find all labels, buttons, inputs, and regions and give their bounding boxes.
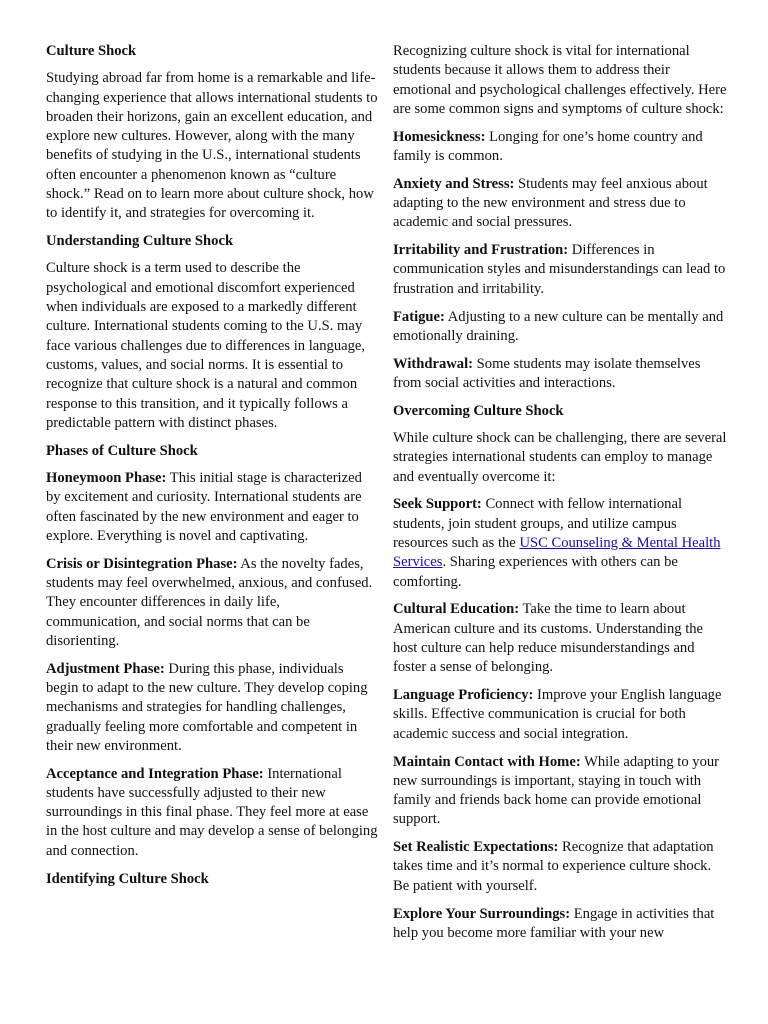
- strategy-language-proficiency: [393, 686, 729, 744]
- symptom-anxiety: [393, 175, 729, 233]
- phase-adjustment: [46, 660, 378, 756]
- phase-term: Honeymoon Phase:: [46, 469, 167, 486]
- strategy-text: While adapting to your new surroundings is important, staying in touch with family and friends back home can provide emotional support.: [393, 753, 720, 828]
- heading-culture-shock: Culture Shock: [46, 43, 137, 59]
- symptom-text: Differences in communication styles and misunderstandings can lead to frustration and irritability.: [393, 242, 726, 297]
- heading-phases: Phases of Culture Shock: [46, 442, 198, 459]
- intro-paragraph: Studying abroad far from home is a remarkable and life-changing experience that allows international students to broaden their horizons, gain an excellent education, and explore new cultures. However, along with the many benefits of studying in the U.S., international students often encounter a phenomenon known as “culture shock.” Read on to learn more about culture shock, how to identify it, and strategies for overcoming it.: [46, 70, 378, 222]
- phase-acceptance: [46, 765, 378, 861]
- symptom-term: Fatigue:: [393, 308, 445, 325]
- symptom-withdrawal: [393, 355, 729, 394]
- symptom-text: Longing for one’s home country and family is common.: [393, 128, 703, 164]
- strategy-text: Take the time to learn about American culture and its customs. Understanding the host culture can help reduce misunderstandings and foster a sense of belonging.: [393, 601, 704, 676]
- strategy-text: . Sharing experiences with others can be comforting.: [393, 554, 678, 590]
- phase-term: Crisis or Disintegration Phase:: [46, 555, 238, 572]
- strategy-term: Cultural Education:: [393, 601, 520, 618]
- strategy-term: Seek Support:: [393, 496, 482, 513]
- strategy-explore-surroundings: [393, 905, 729, 944]
- symptom-text: Some students may isolate themselves from social activities and interactions.: [393, 355, 701, 391]
- symptom-fatigue: [393, 308, 729, 347]
- symptom-term: Homesickness:: [393, 128, 486, 145]
- symptom-text: Adjusting to a new culture can be mentally and emotionally draining.: [393, 308, 724, 344]
- symptom-term: Anxiety and Stress:: [393, 175, 515, 192]
- strategy-text: Improve your English language skills. Effective communication is crucial for both academic success and social integration.: [393, 687, 722, 742]
- symptom-term: Irritability and Frustration:: [393, 242, 569, 259]
- phase-term: Adjustment Phase:: [46, 660, 165, 677]
- symptom-text: Students may feel anxious about adapting to the new environment and stress due to academic and social pressures.: [393, 175, 708, 231]
- strategy-term: Set Realistic Expectations:: [393, 839, 559, 856]
- symptom-term: Withdrawal:: [393, 355, 474, 372]
- symptom-homesickness: [393, 128, 729, 167]
- phase-text: International students have successfully adjusted to their new surroundings in this final phase. They feel more at ease in the host culture and may develop a sense of belonging and connection.: [46, 765, 378, 859]
- right-column: [393, 42, 729, 952]
- heading-identifying: Identifying Culture Shock: [46, 870, 209, 887]
- phase-term: Acceptance and Integration Phase:: [46, 765, 264, 782]
- phase-text: During this phase, individuals begin to adapt to the new culture. They develop coping mechanisms and strategies for handling challenges, gradually feeling more comfortable and competent in their new environment.: [46, 660, 368, 754]
- strategy-realistic-expectations: [393, 838, 729, 896]
- strategy-cultural-education: [393, 600, 729, 677]
- phase-text: This initial stage is characterized by excitement and curiosity. International students are often fascinated by the new environment and eager to explore. Everything is novel and captivating.: [46, 469, 362, 544]
- usc-counseling-link[interactable]: USC Counseling & Mental Health Services: [393, 535, 721, 571]
- heading-understanding: Understanding Culture Shock: [46, 233, 234, 250]
- strategy-text: Engage in activities that help you become more familiar with your new: [393, 905, 715, 941]
- phase-honeymoon: [46, 469, 378, 546]
- understanding-paragraph: Culture shock is a term used to describe the psychological and emotional discomfort experienced when individuals are exposed to a markedly different culture. International students coming to the U.S. may face various challenges due to differences in language, customs, values, and social norms. It is essential to recognize that culture shock is a natural and common response to this transition, and it typically follows a predictable pattern with distinct phases.: [46, 260, 366, 431]
- symptom-irritability: [393, 241, 729, 299]
- heading-overcoming: Overcoming Culture Shock: [393, 402, 564, 419]
- strategy-term: Maintain Contact with Home:: [393, 753, 581, 770]
- phase-crisis: [46, 555, 378, 651]
- strategy-seek-support: [393, 495, 729, 591]
- left-column: [46, 42, 378, 897]
- strategy-text: Recognize that adaptation takes time and it’s normal to experience culture shock. Be patient with yourself.: [393, 839, 714, 894]
- strategy-term: Explore Your Surroundings:: [393, 905, 571, 922]
- strategy-term: Language Proficiency:: [393, 687, 534, 704]
- identify-intro-paragraph: Recognizing culture shock is vital for international students because it allows them to address their emotional and psychological challenges effectively. Here are some common signs and symptoms of culture shock:: [393, 43, 727, 117]
- strategy-text: Connect with fellow international students, join student groups, and utilize campus resources such as the: [393, 496, 683, 552]
- overcoming-intro-paragraph: While culture shock can be challenging, there are several strategies international students can employ to manage and eventually overcome it:: [393, 430, 727, 485]
- phase-text: As the novelty fades, students may feel overwhelmed, anxious, and confused. They encounter differences in daily life, communication, and social norms that can be disorienting.: [46, 555, 373, 649]
- strategy-maintain-contact: [393, 753, 729, 830]
